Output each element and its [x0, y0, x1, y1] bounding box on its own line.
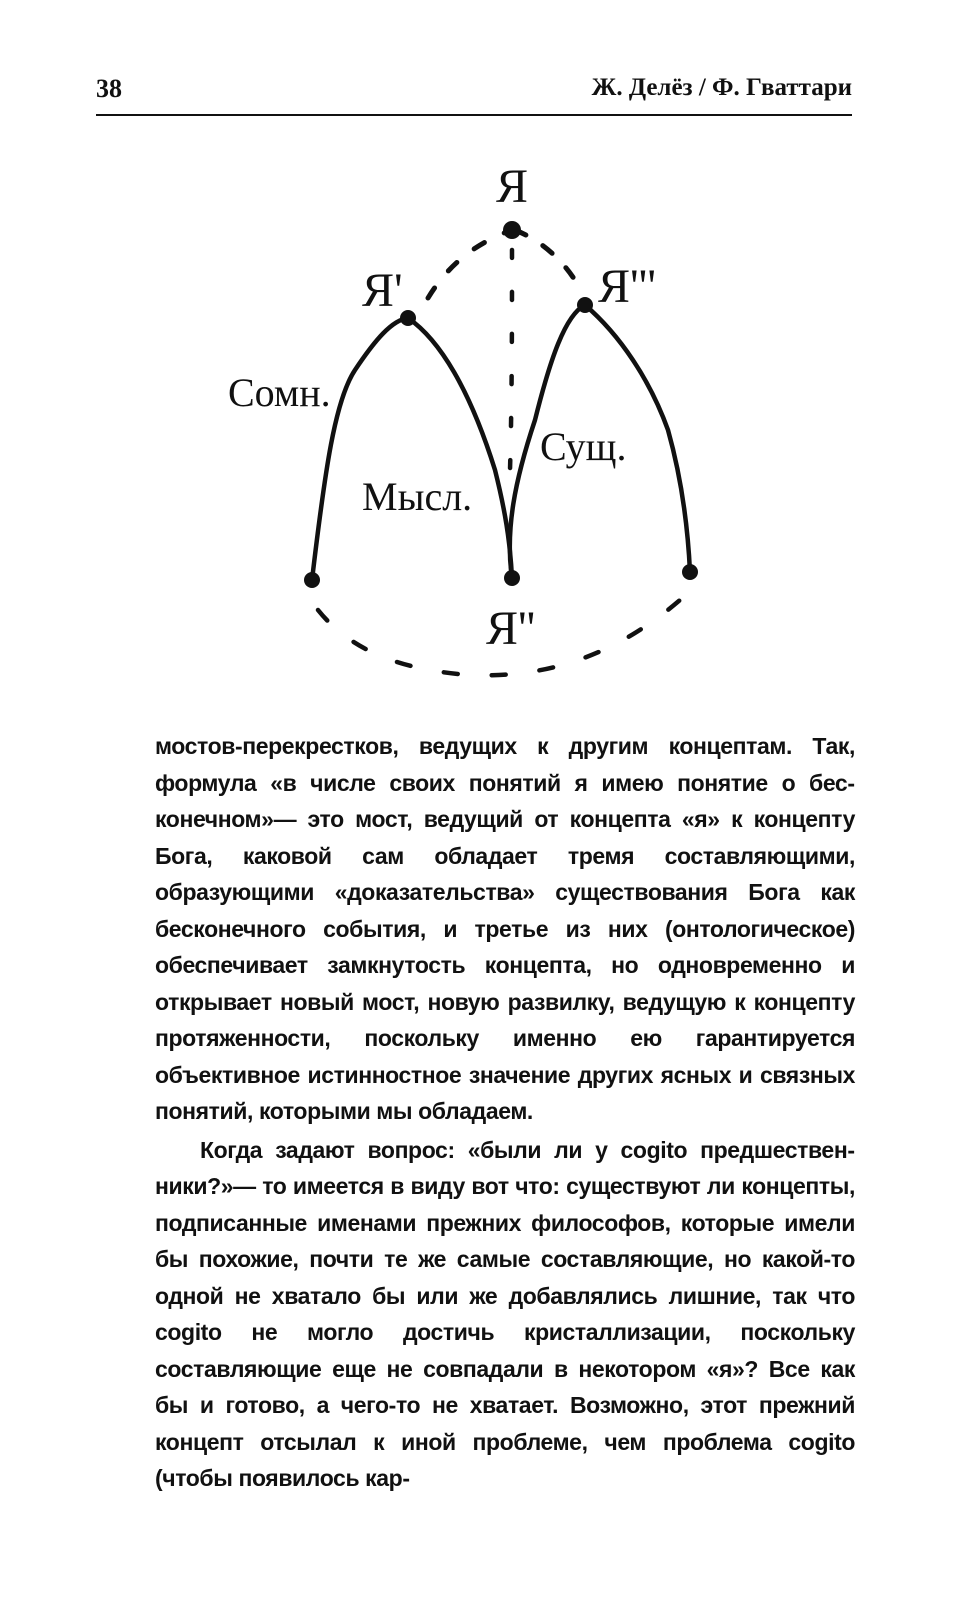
label-doubt: Сомн.	[228, 370, 331, 415]
label-think: Мысл.	[362, 474, 473, 519]
cogito-diagram-svg	[0, 140, 969, 700]
node-bottom-center	[504, 570, 520, 586]
dashed-center	[510, 250, 512, 470]
label-right: Я'''	[598, 260, 656, 313]
page-header	[96, 70, 852, 116]
cogito-diagram	[0, 140, 969, 700]
paragraph-2: Когда задают вопрос: «были ли у cogito предшественники?»— то имеется в виду вот что: существуют ли концепты, подписанные именами прежних философов, которые имели бы похожие, почти те же самые составляющие, но какой-то одной не хватало бы или же добавлялись лишние, так что cogito не могло достичь кристаллизации, поскольку составляющие еще не совпадали в некотором «я»? Все как бы и готово, а чего-то не хватает. Возможно, этот прежний концепт отсылал к иной проблеме, чем проблема cogito (чтобы появилось кар-	[155, 1136, 855, 1491]
dashed-top-left	[428, 230, 512, 298]
arch-left-doubt	[312, 318, 408, 580]
body-text	[155, 728, 855, 1497]
node-bottom-left	[304, 572, 320, 588]
label-exist: Сущ.	[540, 424, 627, 469]
label-top: Я	[495, 160, 529, 213]
label-left: Я'	[362, 264, 403, 317]
label-bottom: Я''	[486, 602, 536, 655]
page-number: 38	[96, 74, 122, 103]
node-bottom-right	[682, 564, 698, 580]
dashed-top-right	[515, 230, 582, 292]
node-right	[577, 297, 593, 313]
running-head: Ж. Делёз / Ф. Гваттари	[591, 74, 852, 101]
node-top	[503, 221, 521, 239]
arch-left-think	[408, 318, 512, 578]
paragraph-1: мостов-перекрестков, ведущих к другим концептам. Так, формула «в числе своих понятий я имею понятие о бесконечном»— это мост, ведущий от концепта «я» к концепту Бога, каковой сам обладает тремя составляющими, образующими «доказательства» существования Бога как бесконечного события, и третье из них (онтологическое) обеспечивает замкнутость концепта, но одновременно и открывает новый мост, новую развилку, ведущую к концепту протяженности, поскольку именно ею гарантируется объективное истинностное значение других ясных и связных понятий, которыми мы обладаем.	[155, 733, 855, 1124]
